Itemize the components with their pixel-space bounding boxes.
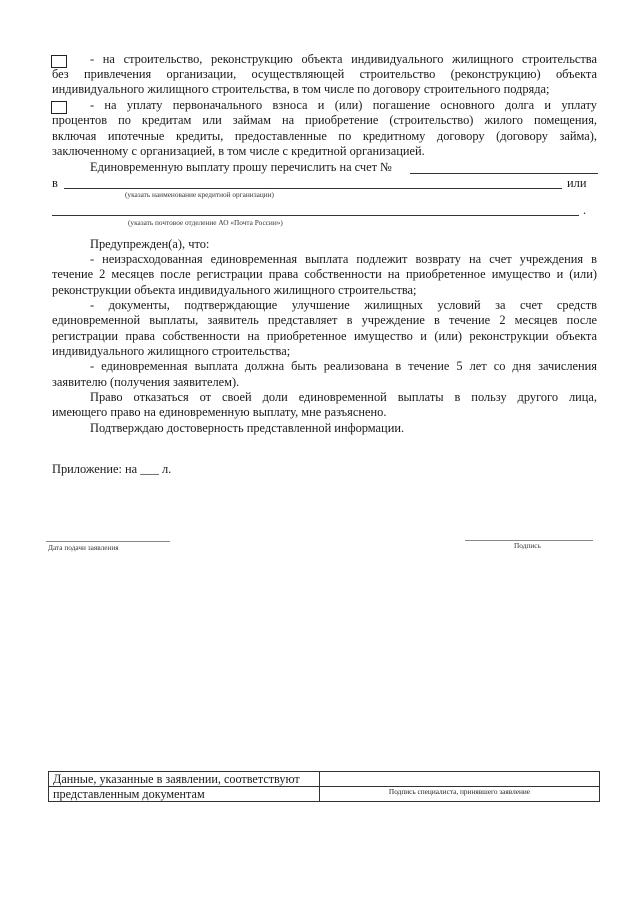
date-line[interactable]	[46, 541, 170, 542]
verification-row1: Данные, указанные в заявлении, соответствуют	[49, 772, 320, 787]
option-mortgage-line4: заключенному с организацией, в том числе с кредитной организацией.	[52, 144, 425, 158]
refusal-line2: имеющего право на единовременную выплату, мне разъяснено.	[52, 405, 387, 419]
warning-item-2-line1: - документы, подтверждающие улучшение жилищных условий за счет средств	[90, 298, 597, 312]
specialist-signature-cell[interactable]	[320, 772, 600, 787]
specialist-caption: Подпись специалиста, принявшего заявление	[320, 787, 600, 802]
date-caption: Дата подачи заявления	[48, 543, 119, 552]
account-number-field[interactable]	[410, 173, 598, 174]
refusal-line1: Право отказаться от своей доли единовременной выплаты в пользу другого лица,	[90, 390, 597, 404]
warning-item-1-line1: - неизрасходованная единовременная выплата подлежит возврату на счет учреждения в	[90, 252, 597, 266]
warning-item-1-line2: течение 2 месяцев после регистрации права собственности на приобретенное имущество и (или)	[52, 267, 597, 281]
warning-item-3-line1: - единовременная выплата должна быть реализована в течение 5 лет со дня зачисления	[90, 359, 597, 373]
warning-item-2-line4: индивидуального жилищного строительства;	[52, 344, 291, 358]
option-mortgage-line3: включая ипотечные кредиты, предоставленные по кредитному договору (договору займа),	[52, 129, 597, 143]
option-construction-line3: индивидуального жилищного строительства, в том числе по договору строительного подряда;	[52, 82, 550, 96]
warning-item-2-line2: единовременной выплаты, заявитель представляет в учреждение в течение 2 месяцев после	[52, 313, 597, 327]
warning-item-2-line3: регистрации права собственности на приобретенное имущество и (или) реконструкции объекта	[52, 329, 597, 343]
attachment-prefix: Приложение: на	[52, 462, 138, 476]
prefix-v: в	[52, 176, 58, 190]
confirmation-text: Подтверждаю достоверность представленной информации.	[90, 421, 405, 435]
transfer-request-text: Единовременную выплату прошу перечислить на счет №	[90, 160, 392, 174]
warning-item-3-line2: заявителю (получения заявителем).	[52, 375, 240, 389]
post-office-caption: (указать почтовое отделение АО «Почта России»)	[128, 218, 283, 227]
option-mortgage-line2: процентов по кредитам или займам на приобретение (строительство) жилого помещения,	[52, 113, 597, 127]
signature-caption: Подпись	[514, 541, 541, 550]
attachment-pages-field[interactable]: ___	[140, 462, 159, 476]
option-mortgage-line1: - на уплату первоначального взноса и (или) погашение основного долга и уплату	[90, 98, 597, 112]
warning-heading: Предупрежден(а), что:	[90, 237, 210, 251]
attachment-suffix: л.	[162, 462, 172, 476]
attachment-line	[52, 462, 171, 477]
option-construction-line2: без привлечения организации, осуществляющей строительство (реконструкцию) объекта	[52, 67, 597, 81]
warning-item-1-line3: реконструкции объекта индивидуального жилищного строительства;	[52, 283, 417, 297]
end-dot: .	[583, 203, 587, 217]
bank-name-field[interactable]	[64, 188, 562, 189]
option-construction-line1: - на строительство, реконструкцию объекта индивидуального жилищного строительства	[90, 52, 597, 66]
post-office-field[interactable]	[52, 215, 579, 216]
suffix-ili: или	[567, 176, 587, 190]
bank-name-caption: (указать наименование кредитной организации)	[125, 190, 274, 199]
verification-table	[48, 771, 600, 802]
verification-row2: представленным документам	[49, 787, 320, 802]
